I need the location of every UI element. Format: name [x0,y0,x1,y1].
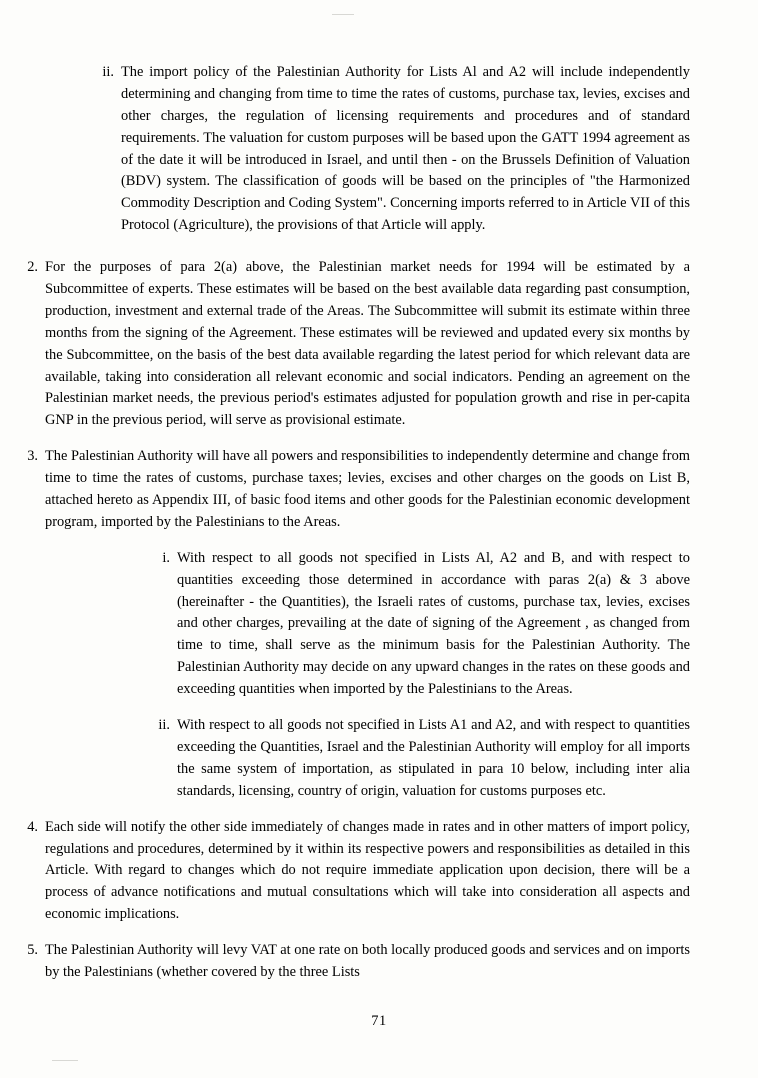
paragraph-text: With respect to all goods not specified in Lists A1 and A2, and with respect to quantities exceeding the Quantities, Israel and the Palestinian Authority will employ for all imports the same system of importation, as stipulated in para 10 below, including inter alia standards, licensing, country of origin, valuation for customs purposes etc. [177,717,690,799]
scan-speck [332,14,354,15]
paragraph-text: Each side will notify the other side immediately of changes made in rates and in other matters of import policy, regulations and procedures, determined by it within its respective powers and responsibilities as detailed in this Article. With regard to changes which do not require immediate application upon decision, there will be a process of advance notifications and mutual consultations which will take into consideration all aspects and economic implications. [45,818,690,923]
paragraph-marker: ii. [102,64,114,80]
paragraph-marker: ii. [158,717,170,734]
paragraph-3 [18,446,690,534]
paragraph-i [148,548,690,701]
paragraph-marker: i. [162,549,170,566]
paragraph-ii-b [148,715,690,803]
paragraph-text: With respect to all goods not specified in Lists Al, A2 and B, and with respect to quantities exceeding those determined in accordance with paras 2(a) & 3 above (hereinafter - the Quantities), the Israeli rates of customs, purchase tax, levies, excises and other charges, prevailing at the date of signing of the Agreement , as changed from time to time, shall serve as the minimum basis for the Palestinian Authority. The Palestinian Authority may decide on any upward changes in the rates on these goods and exceeding quantities when imported by the Palestinians to the Areas. [177,549,690,698]
paragraph-2 [18,257,690,432]
paragraph-4 [18,817,690,926]
paragraph-marker: 5. [27,942,38,959]
paragraph-text: The Palestinian Authority will levy VAT at one rate on both locally produced goods and services and on imports by the Palestinians (whether covered by the three Lists [45,942,690,980]
paragraph-ii-a [92,62,690,237]
paragraph-5 [18,940,690,984]
scan-speck [52,1060,78,1061]
paragraph-marker: 4. [27,818,38,835]
page-number: 71 [371,1013,387,1029]
document-body [0,62,758,998]
paragraph-text: For the purposes of para 2(a) above, the Palestinian market needs for 1994 will be estimated by a Subcommittee of experts. These estimates will be based on the best available data regarding past consumption, production, investment and external trade of the Areas. The Subcommittee will submit its estimate within three months from the signing of the Agreement. These estimates will be reviewed and updated every six months by the Subcommittee, on the basis of the best data available regarding the latest period for which relevant data are available, taking into consideration all relevant economic and social indicators. Pending an agreement on the Palestinian market needs, the previous period's estimates adjusted for population growth and rise in per-capita GNP in the previous period, will serve as provisional estimate. [45,259,690,429]
paragraph-text: The import policy of the Palestinian Authority for Lists Al and A2 will include independently determining and changing from time to time the rates of customs, purchase tax, levies, excises and other charges, the regulation of licensing requirements and procedures and of standard requirements. The valuation for custom purposes will be based upon the GATT 1994 agreement as of the date it will be introduced in Israel, and until then - on the Brussels Definition of Valuation (BDV) system. The classification of goods will be based on the principles of "the Harmonized Commodity Description and Coding System". Concerning imports referred to in Article VII of this Protocol (Agriculture), the provisions of that Article will apply. [121,64,690,234]
paragraph-marker: 2. [27,259,38,276]
paragraph-marker: 3. [27,448,38,465]
paragraph-text: The Palestinian Authority will have all powers and responsibilities to independently determine and change from time to time the rates of customs, purchase taxes; levies, excises and other charges on the goods on List B, attached hereto as Appendix III, of basic food items and other goods for the Palestinian economic development program, imported by the Palestinians to the Areas. [45,448,690,530]
